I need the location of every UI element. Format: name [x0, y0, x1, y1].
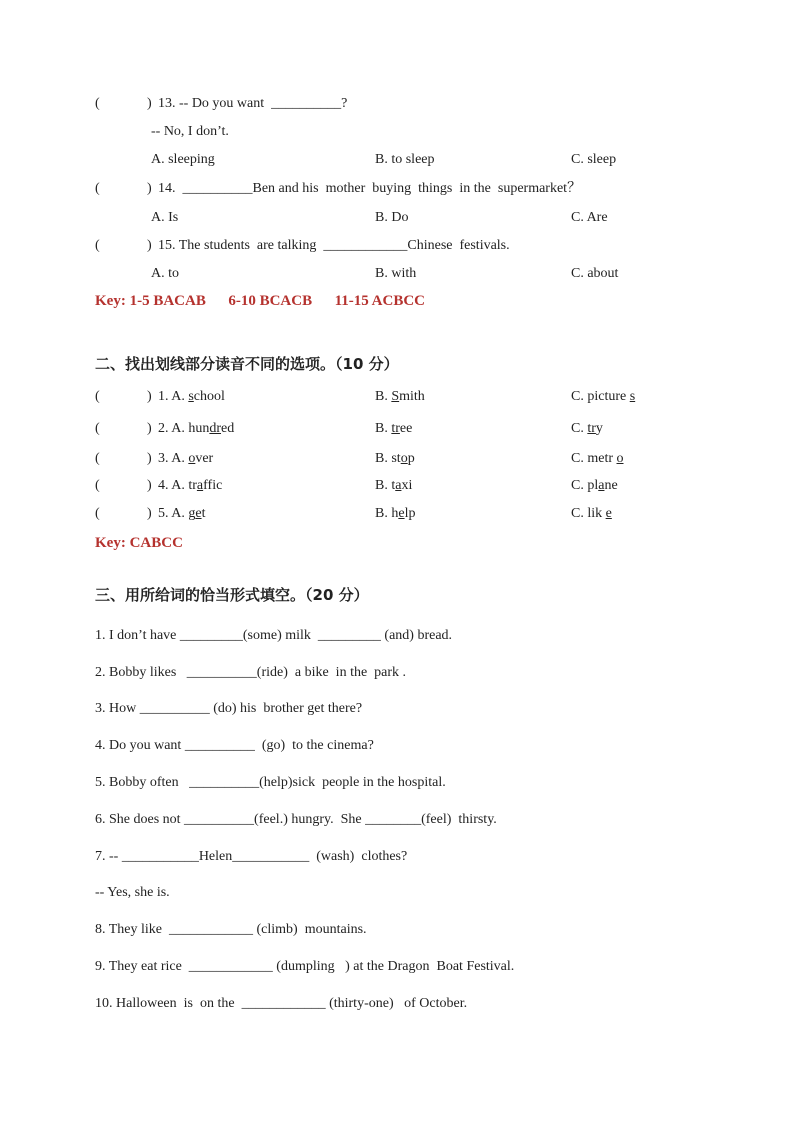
underlined-letters: tr: [391, 421, 400, 436]
answer-paren-open: (: [95, 238, 100, 253]
option-a: A. sleeping: [151, 152, 215, 167]
underlined-letters: o: [188, 451, 196, 466]
option-b: B. to sleep: [375, 152, 435, 167]
word-part: ffic: [203, 478, 223, 493]
word-part: B. st: [375, 451, 401, 466]
answer-paren-close: ): [147, 478, 152, 493]
underlined-letters: o: [616, 451, 624, 466]
option-a: A. to: [151, 266, 179, 281]
word-part: mith: [399, 389, 425, 404]
word-part: C. metr: [571, 451, 617, 466]
fill-blank-line: 6. She does not __________(feel.) hungry. She ________(feel) thirsty.: [95, 812, 497, 827]
option-b: [375, 478, 412, 494]
answer-paren-open: (: [95, 96, 100, 111]
fill-blank-line: 4. Do you want __________ (go) to the cinema?: [95, 738, 374, 753]
option-c: [571, 421, 603, 437]
option-b: [375, 451, 415, 467]
section-title: 二、找出划线部分读音不同的选项。（10 分）: [95, 355, 399, 373]
word-part: ver: [195, 451, 214, 466]
answer-key: Key: CABCC: [95, 535, 183, 551]
fill-blank-line: 3. How __________ (do) his brother get there?: [95, 701, 363, 716]
word-part: 5. A.: [158, 506, 189, 521]
answer-paren-open: (: [95, 389, 100, 404]
underlined-letters: o: [400, 451, 408, 466]
option-a: [158, 451, 213, 467]
word-part: 1. A.: [158, 389, 189, 404]
fill-blank-line: 5. Bobby often __________(help)sick people in the hospital.: [95, 775, 446, 790]
word-part: lp: [404, 506, 416, 521]
option-c: [571, 451, 624, 467]
fill-blank-line: 9. They eat rice ____________ (dumpling ) at the Dragon Boat Festival.: [95, 959, 515, 974]
underlined-letters: e: [605, 506, 612, 521]
word-part: ed: [221, 421, 235, 436]
option-a: [158, 421, 234, 437]
fill-blank-line: -- Yes, she is.: [95, 885, 170, 900]
word-part: t: [201, 506, 206, 521]
answer-paren-open: (: [95, 451, 100, 466]
fill-blank-line: 10. Halloween is on the ____________ (thirty-one) of October.: [95, 996, 468, 1011]
answer-paren-open: (: [95, 181, 100, 196]
word-part: B. h: [375, 506, 399, 521]
word-part: g: [188, 506, 196, 521]
underlined-letters: e: [195, 506, 202, 521]
option-c: C. Are: [571, 210, 608, 225]
word-part: ne: [604, 478, 618, 493]
underlined-letters: s: [188, 389, 194, 404]
word-part: tr: [188, 478, 197, 493]
fill-blank-line: 8. They like ____________ (climb) mountains.: [95, 922, 367, 937]
answer-paren-close: ): [147, 506, 152, 521]
option-b: [375, 421, 412, 437]
option-b: B. Do: [375, 210, 409, 225]
option-c: [571, 478, 618, 494]
underlined-letters: dr: [209, 421, 222, 436]
word-part: C. picture: [571, 389, 630, 404]
word-part: B.: [375, 421, 392, 436]
word-part: chool: [193, 389, 225, 404]
underlined-letters: a: [598, 478, 605, 493]
answer-paren-close: ): [147, 421, 152, 436]
option-b: [375, 506, 415, 522]
word-part: hun: [188, 421, 210, 436]
word-part: C. pl: [571, 478, 599, 493]
question-14-stem: 14. __________Ben and his mother buying things in the supermarket？: [158, 181, 582, 196]
option-c: C. about: [571, 266, 619, 281]
answer-paren-open: (: [95, 421, 100, 436]
underlined-letters: e: [398, 506, 405, 521]
option-c: [571, 506, 612, 522]
answer-key: Key: 1-5 BACAB 6-10 BCACB 11-15 ACBCC: [95, 293, 425, 309]
word-part: y: [595, 421, 603, 436]
option-a: [158, 506, 205, 522]
underlined-letters: a: [196, 478, 204, 493]
answer-paren-close: ): [147, 181, 152, 196]
answer-paren-open: (: [95, 478, 100, 493]
answer-paren-close: ): [147, 389, 152, 404]
option-b: [375, 389, 425, 405]
word-part: 4. A.: [158, 478, 189, 493]
answer-paren-close: ): [147, 451, 152, 466]
option-b: B. with: [375, 266, 417, 281]
fill-blank-line: 7. -- ___________Helen___________ (wash) clothes?: [95, 849, 408, 864]
fill-blank-line: 1. I don’t have _________(some) milk _________ (and) bread.: [95, 628, 453, 643]
word-part: C. lik: [571, 506, 606, 521]
question-13-stem: 13. -- Do you want __________?: [158, 96, 348, 111]
question-15-stem: 15. The students are talking ____________Chinese festivals.: [158, 238, 510, 253]
underlined-letters: a: [395, 478, 402, 493]
word-part: ee: [399, 421, 413, 436]
answer-paren-open: (: [95, 506, 100, 521]
underlined-letters: S: [391, 389, 400, 404]
word-part: B.: [375, 389, 392, 404]
answer-paren-close: ): [147, 238, 152, 253]
option-a: [158, 478, 222, 494]
word-part: C.: [571, 421, 588, 436]
option-c: C. sleep: [571, 152, 617, 167]
fill-blank-line: 2. Bobby likes __________(ride) a bike in the park .: [95, 665, 407, 680]
underlined-letters: s: [629, 389, 636, 404]
option-a: [158, 389, 225, 405]
option-a: A. Is: [151, 210, 179, 225]
word-part: p: [407, 451, 415, 466]
answer-paren-close: ): [147, 96, 152, 111]
word-part: B. t: [375, 478, 396, 493]
option-c: [571, 389, 635, 405]
underlined-letters: tr: [587, 421, 596, 436]
word-part: xi: [401, 478, 413, 493]
section-title: 三、用所给词的恰当形式填空。（20 分）: [95, 586, 369, 604]
word-part: 2. A.: [158, 421, 189, 436]
question-13-reply: -- No, I don’t.: [151, 124, 229, 139]
word-part: 3. A.: [158, 451, 189, 466]
